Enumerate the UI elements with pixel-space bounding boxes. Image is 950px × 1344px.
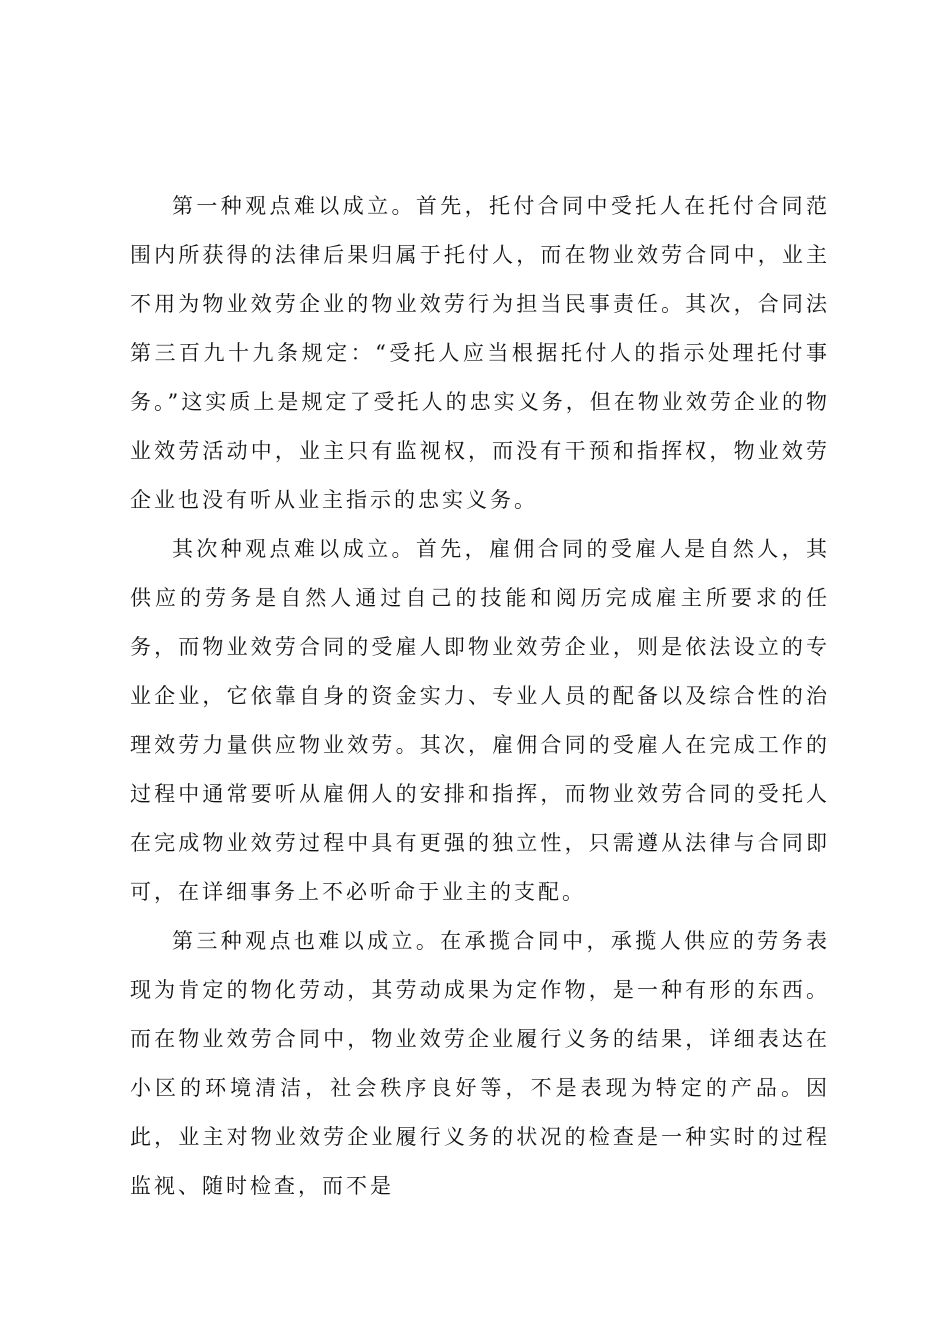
document-body [130,182,830,1211]
paragraph-3: 第三种观点也难以成立。在承揽合同中，承揽人供应的劳务表现为肯定的物化劳动，其劳动成果为定作物，是一种有形的东西。而在物业效劳合同中，物业效劳企业履行义务的结果，详细表达在小区的环境清洁，社会秩序良好等，不是表现为特定的产品。因此，业主对物业效劳企业履行义务的状况的检查是一种实时的过程监视、随时检查，而不是 [130,929,830,1198]
paragraph-2: 其次种观点难以成立。首先，雇佣合同的受雇人是自然人，其供应的劳务是自然人通过自己的技能和阅历完成雇主所要求的任务，而物业效劳合同的受雇人即物业效劳企业，则是依法设立的专业企业，它依靠自身的资金实力、专业人员的配备以及综合性的治理效劳力量供应物业效劳。其次，雇佣合同的受雇人在完成工作的过程中通常要听从雇佣人的安排和指挥，而物业效劳合同的受托人在完成物业效劳过程中具有更强的独立性，只需遵从法律与合同即可，在详细事务上不必听命于业主的支配。 [130,537,830,904]
paragraph-1: 第一种观点难以成立。首先，托付合同中受托人在托付合同范围内所获得的法律后果归属于托付人，而在物业效劳合同中，业主不用为物业效劳企业的物业效劳行为担当民事责任。其次，合同法第三百九十九条规定：“受托人应当根据托付人的指示处理托付事务。”这实质上是规定了受托人的忠实义务，但在物业效劳企业的物业效劳活动中，业主只有监视权，而没有干预和指挥权，物业效劳企业也没有听从业主指示的忠实义务。 [130,194,830,512]
